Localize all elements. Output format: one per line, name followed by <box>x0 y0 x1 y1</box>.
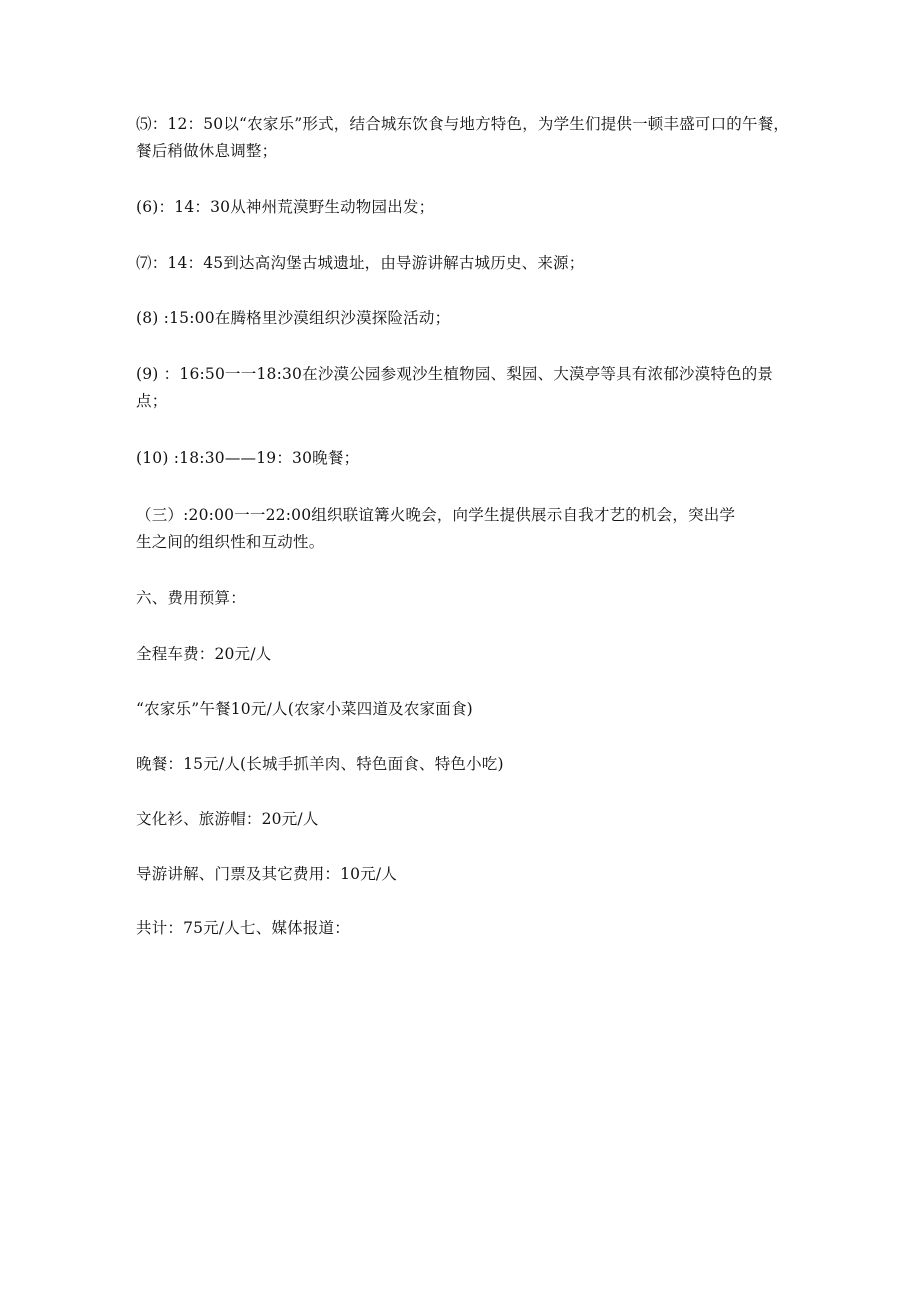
budget-item-lunch: “农家乐”午餐10元/人(农家小菜四道及农家面食) <box>136 700 473 718</box>
budget-item-dinner: 晚餐：15元/人(长城手抓羊肉、特色面食、特色小吃) <box>136 755 504 773</box>
paragraph-depart-zoo: (6)：14：30从神州荒漠野生动物园出发； <box>136 198 435 216</box>
budget-item-shirt-hat: 文化衫、旅游帽：20元/人 <box>136 810 319 828</box>
budget-item-transport: 全程车费：20元/人 <box>136 645 272 663</box>
section-heading-budget: 六、费用预算： <box>136 589 246 607</box>
paragraph-lunch: ⑸：12：50以“农家乐”形式，结合城东饮食与地方特色，为学生们提供一顿丰盛可口的午餐，餐后稍做休息调整； <box>136 115 790 160</box>
budget-item-guide-tickets: 导游讲解、门票及其它费用：10元/人 <box>136 865 398 883</box>
paragraph-desert-adventure: (8) :15:00在腾格里沙漠组织沙漠探险活动； <box>136 309 451 327</box>
budget-total: 共计：75元/人七、媒体报道： <box>136 919 350 937</box>
paragraph-bonfire-party: （三）:20:00一一22:00组织联谊篝火晚会，向学生提供展示自我才艺的机会，突出学生之间的组织性和互动性。 <box>136 506 736 551</box>
paragraph-desert-park: (9) ：16:50一一18:30在沙漠公园参观沙生植物园、梨园、大漠亭等具有浓郁沙漠特色的景点； <box>136 365 774 410</box>
paragraph-ancient-city: ⑺：14：45到达高沟堡古城遗址，由导游讲解古城历史、来源； <box>136 254 585 272</box>
paragraph-dinner: (10) :18:30——19：30晚餐； <box>136 449 360 467</box>
